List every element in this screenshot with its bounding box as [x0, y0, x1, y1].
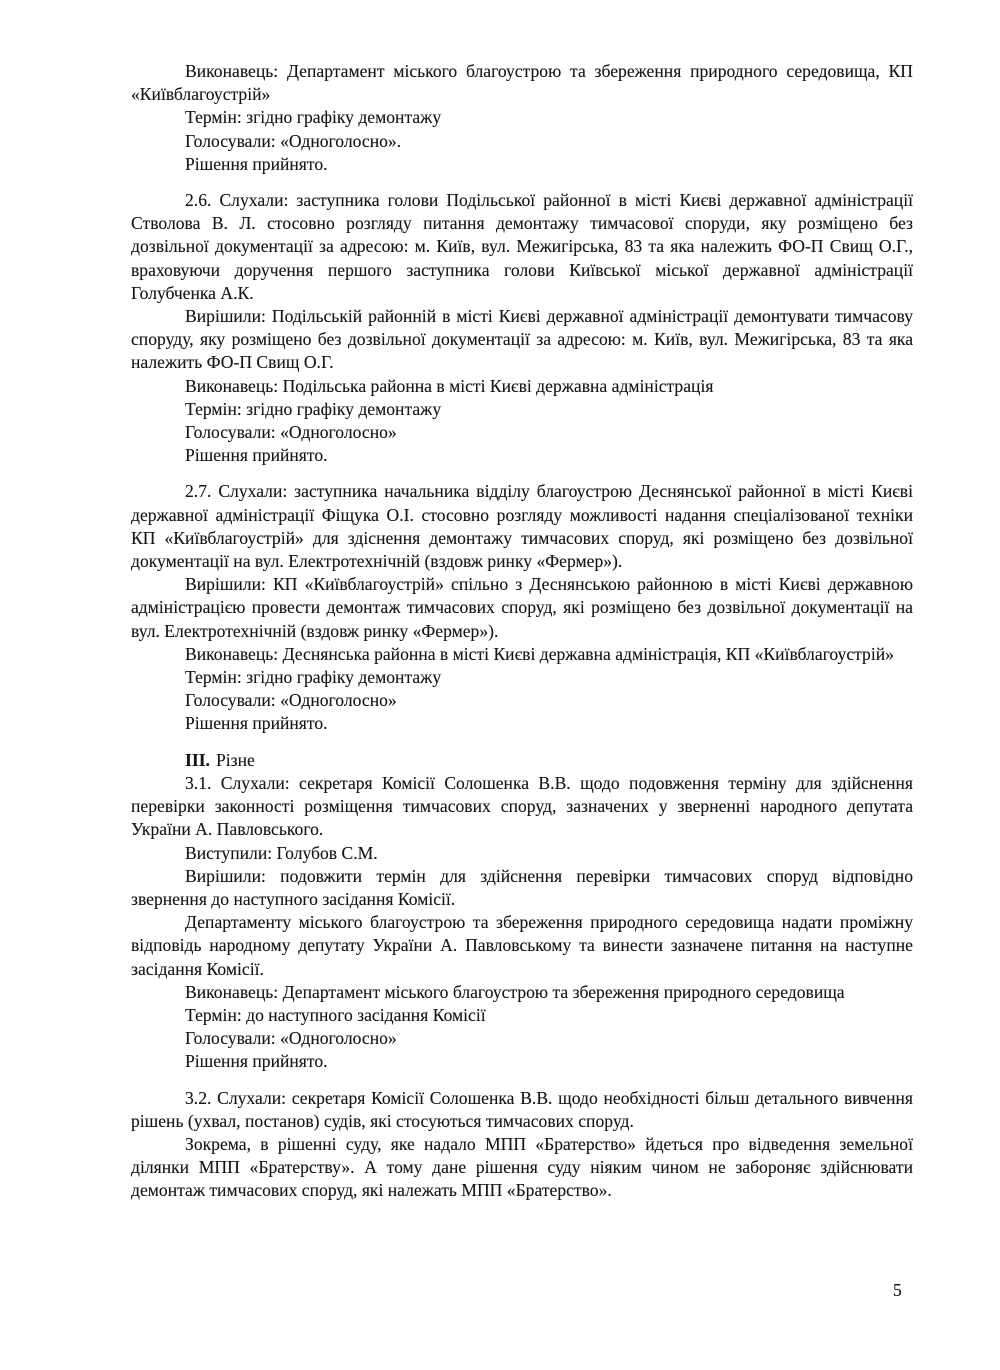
document-content: [131, 60, 913, 1203]
para-2-7-decision: Рішення прийнято.: [185, 713, 328, 734]
para-2-7-voted: Голосували: «Одноголосно»: [185, 690, 397, 711]
para-2-5-decision: Рішення прийнято.: [185, 153, 328, 174]
para-3-1-heard: 3.1. Слухали: секретаря Комісії Солошенка В.В. щодо подовження терміну для здійснення перевірки законності розміщення тимчасових споруд, зазначених у зверненні народного депутата України А. Павловського.: [131, 772, 913, 840]
para-3-1-term: Термін: до наступного засідання Комісії: [185, 1004, 486, 1025]
para-3-1-executor: Виконавець: Департамент міського благоустрою та збереження природного середовища: [185, 981, 845, 1002]
para-2-6-executor: Виконавець: Подільська районна в місті Києві державна адміністрація: [185, 375, 714, 396]
para-2-7-resolved: Вирішили: КП «Київблагоустрій» спільно з Деснянською районною в місті Києві державною адміністрацією провести демонтаж тимчасових споруд, які розміщено без дозвільної документації на вул. Електротехнічній (вздовж ринку «Фермер»).: [131, 574, 913, 641]
para-2-5-executor: Виконавець: Департамент міського благоустрою та збереження природного середовища, КП «Київблагоустрій»: [131, 61, 913, 105]
page-number: 5: [893, 1280, 902, 1300]
para-2-6-decision: Рішення прийнято.: [185, 445, 328, 466]
para-3-1-voted: Голосували: «Одноголосно»: [185, 1028, 397, 1049]
para-2-7-heard: 2.7. Слухали: заступника начальника відділу благоустрою Деснянської районної в місті Києві державної адміністрації Фіщука О.І. стосовно розгляду можливості надання спеціалізованої техніки КП «Київблагоустрій» для здіснення демонтажу тимчасових споруд, які розміщено без дозвільної документації на вул. Електротехнічній (вздовж ринку «Фермер»).: [131, 481, 913, 572]
para-3-1-decision: Рішення прийнято.: [185, 1051, 328, 1072]
para-2-6-voted: Голосували: «Одноголосно»: [185, 422, 397, 443]
para-2-5-term: Термін: згідно графіку демонтажу: [185, 107, 442, 128]
section-3-roman: III.: [185, 749, 210, 770]
para-2-6-resolved: Вирішили: Подільській районній в місті Києві державної адміністрації демонтувати тимчасову споруду, яку розміщено без дозвільної документації за адресою: м. Київ, вул. Межигірська, 83 та яка належить ФО-П Свищ О.Г.: [131, 306, 913, 373]
para-2-6-heard: 2.6. Слухали: заступника голови Подільської районної в місті Києві державної адміністрації Стволова В. Л. стосовно розгляду питання демонтажу тимчасової споруди, яку розміщено без дозвільної документації за адресою: м. Київ, вул. Межигірська, 83 та яка належить ФО-П Свищ О.Г., враховуючи доручення першого заступника голови Київської міської державної адміністрації Голубченка А.К.: [131, 190, 913, 303]
section-3-label: Різне: [215, 749, 255, 770]
para-3-1-assignment: Департаменту міського благоустрою та збереження природного середовища надати проміжну відповідь народному депутату України А. Павловському та винести зазначене питання на наступне засідання Комісії.: [131, 912, 913, 979]
para-3-2-heard: 3.2. Слухали: секретаря Комісії Солошенка В.В. щодо необхідності більш детального вивчення рішень (ухвал, постанов) судів, які стосуються тимчасових споруд.: [131, 1087, 913, 1131]
para-3-1-resolved: Вирішили: подовжити термін для здійснення перевірки тимчасових споруд відповідно звернення до наступного засідання Комісії.: [131, 865, 913, 909]
para-3-2-note: Зокрема, в рішенні суду, яке надало МПП «Братерство» йдеться про відведення земельної ділянки МПП «Братерству». А тому дане рішення суду ніяким чином не забороняє здійснювати демонтаж тимчасових споруд, які належать МПП «Братерство».: [131, 1133, 913, 1201]
section-3-heading: [131, 749, 913, 772]
para-2-6-term: Термін: згідно графіку демонтажу: [185, 398, 442, 419]
para-2-5-voted: Голосували: «Одноголосно».: [185, 130, 402, 151]
para-2-7-term: Термін: згідно графіку демонтажу: [185, 667, 442, 688]
para-2-7-executor: Виконавець: Деснянська районна в місті Києві державна адміністрація, КП «Київблагоустрій»: [185, 643, 894, 664]
para-3-1-spoke: Виступили: Голубов С.М.: [185, 842, 378, 863]
